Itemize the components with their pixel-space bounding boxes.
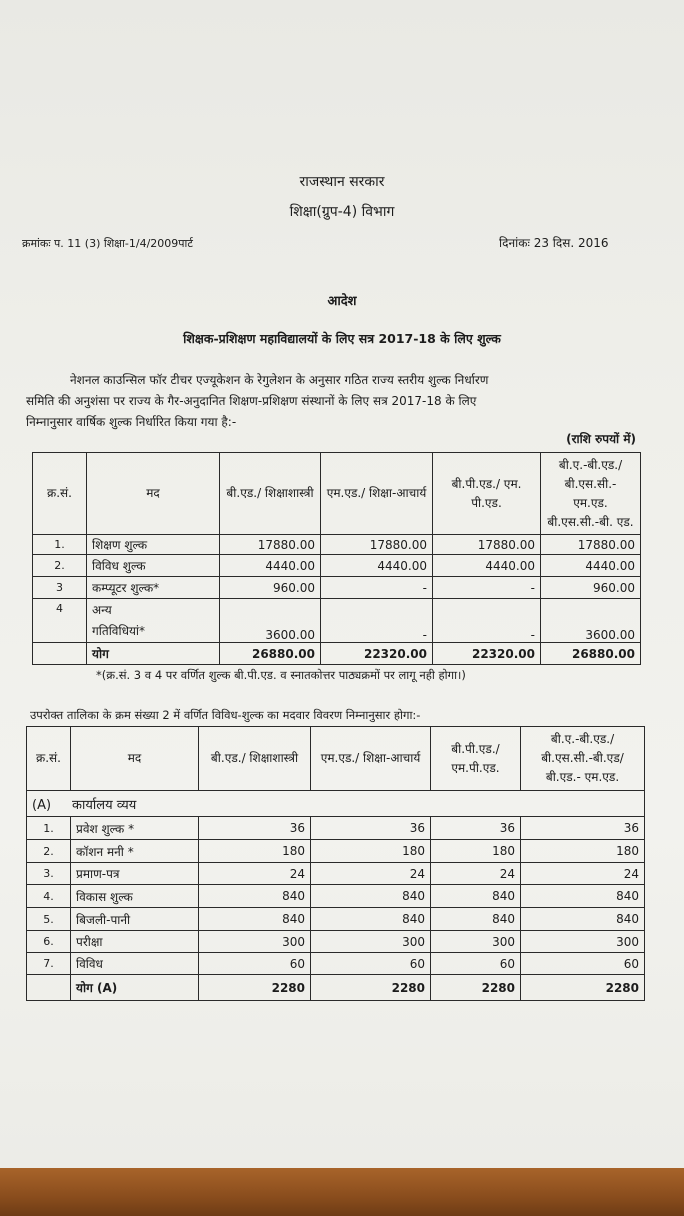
row-item-line-2: गतिविधियां* (92, 623, 146, 638)
order-paragraph (26, 370, 634, 433)
total-value: 26880.00 (541, 643, 641, 665)
cell-value: 17880.00 (321, 535, 433, 555)
cell-value: 60 (311, 953, 431, 975)
cell-value: 36 (431, 817, 521, 840)
cell-value: 4440.00 (541, 555, 641, 577)
section-row (27, 791, 645, 817)
row-sn (27, 975, 71, 1001)
row-item: शिक्षण शुल्क (87, 535, 220, 555)
paragraph-line-1: नेशनल काउन्सिल फॉर टीचर एज्यूकेशन के रेगुलेशन के अनुसार गठित राज्य स्तरीय शुल्क निर्धारण (70, 373, 489, 387)
column-header-sn: क्र.सं. (27, 727, 71, 791)
total-value: 22320.00 (321, 643, 433, 665)
cell-value: 840 (311, 908, 431, 931)
table-header-row (33, 453, 641, 535)
cell-value: 36 (199, 817, 311, 840)
miscellaneous-fee-intro: उपरोक्त तालिका के क्रम संख्या 2 में वर्णित विविध-शुल्क का मदवार विवरण निम्नानुसार होगा:- (30, 708, 421, 722)
cell-value: 840 (521, 908, 645, 931)
cell-value: - (433, 599, 541, 643)
row-item-line-1: अन्य (92, 602, 112, 617)
cell-value: 840 (521, 885, 645, 908)
table-row (27, 908, 645, 931)
wooden-surface (0, 1168, 684, 1216)
cell-value: 24 (521, 863, 645, 885)
table-row (33, 577, 641, 599)
row-item: प्रमाण-पत्र (71, 863, 199, 885)
row-sn: 3 (33, 577, 87, 599)
column-header-item: मद (71, 727, 199, 791)
row-sn: 6. (27, 931, 71, 953)
footnote: *(क्र.सं. 3 व 4 पर वर्णित शुल्क बी.पी.एड. व स्नातकोत्तर पाठ्यक्रमों पर लागू नही होगा।) (96, 668, 466, 682)
reference-number: क्रमांकः प. 11 (3) शिक्षा-1/4/2009पार्ट (22, 237, 193, 250)
table-row (33, 599, 641, 643)
cell-value: 300 (311, 931, 431, 953)
row-item: विविध शुल्क (87, 555, 220, 577)
cell-value: 840 (431, 885, 521, 908)
table-row (27, 817, 645, 840)
cell-value: 60 (199, 953, 311, 975)
section-title: कार्यालय व्यय (72, 797, 137, 813)
cell-value: 60 (521, 953, 645, 975)
column-header-integrated: बी.ए.-बी.एड./ बी.एस.सी.- एम.एड. बी.एस.सी.-बी. एड. (541, 453, 641, 535)
row-sn: 3. (27, 863, 71, 885)
miscellaneous-fee-table (26, 726, 645, 1001)
cell-value: 840 (311, 885, 431, 908)
cell-value: 4440.00 (220, 555, 321, 577)
cell-value: 840 (199, 908, 311, 931)
row-sn: 7. (27, 953, 71, 975)
cell-value: 300 (521, 931, 645, 953)
total-value: 2280 (311, 975, 431, 1001)
cell-value: 36 (311, 817, 431, 840)
cell-value: 4440.00 (321, 555, 433, 577)
row-item: प्रवेश शुल्क * (71, 817, 199, 840)
cell-value: 840 (431, 908, 521, 931)
row-sn: 1. (33, 535, 87, 555)
column-header-med: एम.एड./ शिक्षा-आचार्य (321, 453, 433, 535)
section-heading (27, 791, 645, 817)
total-value: 2280 (521, 975, 645, 1001)
row-item: बिजली-पानी (71, 908, 199, 931)
cell-value: 300 (199, 931, 311, 953)
cell-value: 36 (521, 817, 645, 840)
cell-value: 840 (199, 885, 311, 908)
table-total-row (33, 643, 641, 665)
row-sn: 4. (27, 885, 71, 908)
row-sn: 5. (27, 908, 71, 931)
cell-value: 3600.00 (220, 599, 321, 643)
column-header-sn: क्र.सं. (33, 453, 87, 535)
cell-value: - (321, 577, 433, 599)
total-value: 26880.00 (220, 643, 321, 665)
amount-unit-note: (राशि रुपयों में) (566, 432, 636, 446)
column-header-bped: बी.पी.एड./ एम.पी.एड. (431, 727, 521, 791)
cell-value: 24 (311, 863, 431, 885)
total-value: 2280 (199, 975, 311, 1001)
cell-value: 60 (431, 953, 521, 975)
table-row (33, 555, 641, 577)
department-heading: शिक्षा(ग्रुप-4) विभाग (289, 204, 395, 220)
total-label: योग (A) (71, 975, 199, 1001)
table-row (27, 885, 645, 908)
cell-value: 180 (521, 840, 645, 863)
paragraph-line-2: समिति की अनुशंसा पर राज्य के गैर-अनुदानित शिक्षण-प्रशिक्षण संस्थानों के लिए सत्र 2017-18 के लिए (26, 394, 477, 408)
order-date: दिनांकः 23 दिस. 2016 (499, 236, 609, 250)
row-item: परीक्षा (71, 931, 199, 953)
row-item: विकास शुल्क (71, 885, 199, 908)
cell-value: 960.00 (220, 577, 321, 599)
row-item (87, 599, 220, 643)
total-label: योग (87, 643, 220, 665)
cell-value: - (433, 577, 541, 599)
table-header-row (27, 727, 645, 791)
table-row (27, 863, 645, 885)
row-item: कॉशन मनी * (71, 840, 199, 863)
column-header-integrated: बी.ए.-बी.एड./ बी.एस.सी.-बी.एड/ बी.एड.- एम.एड. (521, 727, 645, 791)
column-header-item: मद (87, 453, 220, 535)
row-sn: 2. (27, 840, 71, 863)
cell-value: 3600.00 (541, 599, 641, 643)
paragraph-line-3: निम्नानुसार वार्षिक शुल्क निर्धारित किया गया है:- (26, 415, 237, 429)
order-subject: शिक्षक-प्रशिक्षण महाविद्यालयों के लिए सत्र 2017-18 के लिए शुल्क (183, 331, 501, 346)
cell-value: - (321, 599, 433, 643)
row-sn (33, 643, 87, 665)
column-header-med: एम.एड./ शिक्षा-आचार्य (311, 727, 431, 791)
table-row (27, 840, 645, 863)
cell-value: 180 (431, 840, 521, 863)
annual-fee-table (32, 452, 641, 665)
cell-value: 17880.00 (433, 535, 541, 555)
cell-value: 960.00 (541, 577, 641, 599)
total-value: 2280 (431, 975, 521, 1001)
cell-value: 17880.00 (541, 535, 641, 555)
table-row (27, 953, 645, 975)
total-value: 22320.00 (433, 643, 541, 665)
cell-value: 180 (311, 840, 431, 863)
cell-value: 180 (199, 840, 311, 863)
row-item: कम्प्यूटर शुल्क* (87, 577, 220, 599)
section-label: (A) (32, 797, 52, 813)
cell-value: 300 (431, 931, 521, 953)
table-total-row (27, 975, 645, 1001)
table-row (27, 931, 645, 953)
order-heading: आदेश (327, 294, 357, 309)
cell-value: 24 (431, 863, 521, 885)
government-heading: राजस्थान सरकार (299, 174, 385, 190)
column-header-bped: बी.पी.एड./ एम. पी.एड. (433, 453, 541, 535)
cell-value: 4440.00 (433, 555, 541, 577)
row-item: विविध (71, 953, 199, 975)
table-row (33, 535, 641, 555)
row-sn: 4 (33, 599, 87, 643)
row-sn: 1. (27, 817, 71, 840)
column-header-bed: बी.एड./ शिक्षाशास्त्री (199, 727, 311, 791)
cell-value: 17880.00 (220, 535, 321, 555)
cell-value: 24 (199, 863, 311, 885)
row-sn: 2. (33, 555, 87, 577)
column-header-bed: बी.एड./ शिक्षाशास्त्री (220, 453, 321, 535)
